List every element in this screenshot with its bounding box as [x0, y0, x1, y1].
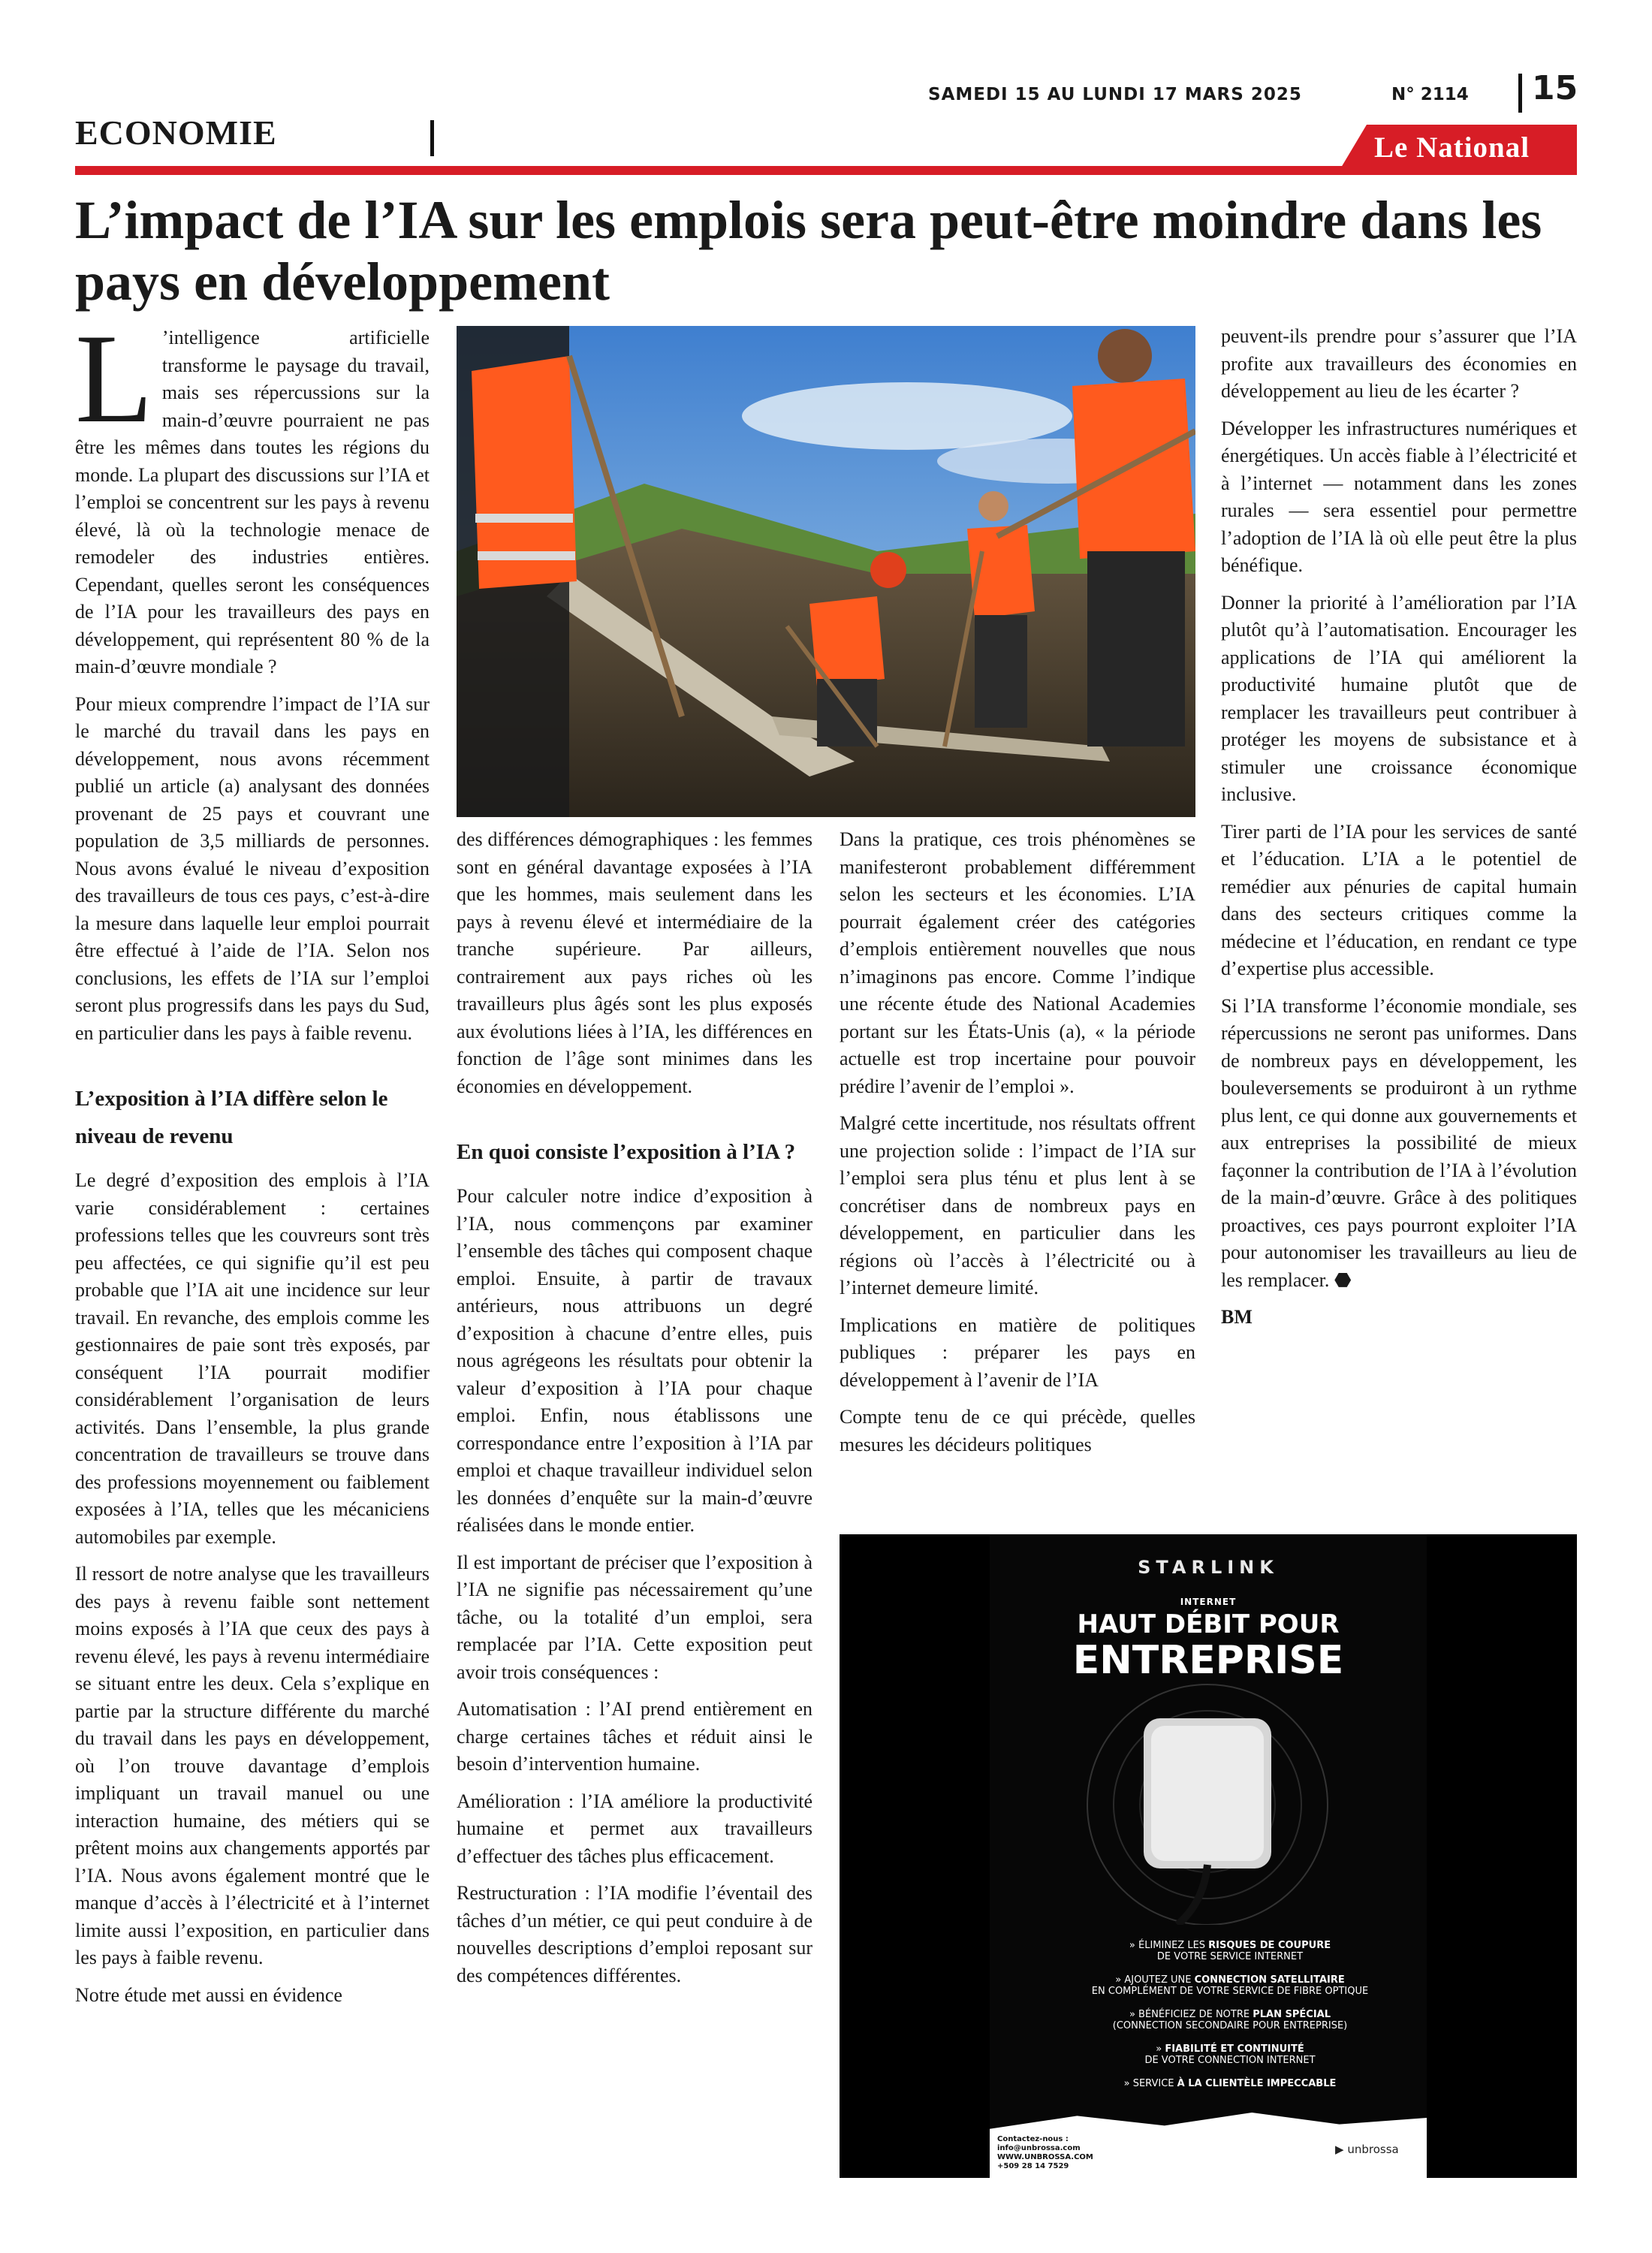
ad-phone: +509 28 14 7529: [997, 2162, 1069, 2170]
ad-email: info@unbrossa.com: [997, 2144, 1081, 2152]
satellite-dish-icon: [1057, 1677, 1358, 1925]
ad-headline-1: HAUT DÉBIT POUR: [1077, 1609, 1340, 1639]
starlink-advertisement[interactable]: [840, 1534, 1577, 2178]
section-title: ECONOMIE: [75, 113, 277, 152]
ad-kicker: INTERNET: [1180, 1597, 1237, 1607]
drop-cap: L: [75, 308, 153, 449]
article-paragraph: Amélioration : l’IA améliore la productivité humaine et permet aux travailleurs d’effectuer des tâches plus efficacement.: [457, 1790, 812, 1867]
ad-benefits-list: [1042, 1940, 1418, 2101]
article-paragraph: Restructuration : l’IA modifie l’éventail des tâches d’un métier, ce qui peut conduire à de nouvelles descriptions d’emploi reposant sur des compétences différentes.: [457, 1882, 812, 1986]
article-paragraph: Tirer parti de l’IA pour les services de santé et l’éducation. L’IA a le potentiel de remédier aux pénuries de capital humain dans des secteurs critiques comme la médecine et l’éducation, en rendant ce type d’expertise plus accessible.: [1221, 820, 1577, 979]
article-paragraph: Il est important de préciser que l’exposition à l’IA ne signifie pas nécessairement qu’une tâche, ou la totalité d’un emploi, sera remplacée par l’IA. Cette exposition peut avoir trois conséquences :: [457, 1551, 812, 1683]
article-paragraph: Automatisation : l’AI prend entièrement en charge certaines tâches et réduit ainsi le besoin d’intervention humaine.: [457, 1698, 812, 1775]
article-paragraph: Pour mieux comprendre l’impact de l’IA sur le marché du travail dans les pays en développement, nous avons récemment publié un article (a) analysant des données provenant de 25 pays et couvrant une population de 3,5 milliards de personnes. Nous avons évalué le niveau d’exposition des travailleurs de tous ces pays, c’est-à-dire la mesure dans laquelle leur emploi pourrait être effectué à l’aide de l’IA. Selon nos conclusions, les effets de l’IA sur l’emploi seront plus progressifs dans les pays du Sud, en particulier dans les pays à faible revenu.: [75, 692, 430, 1044]
article-photo: [457, 326, 1195, 817]
article-column-3: [840, 826, 1195, 1468]
play-icon: ▶: [1335, 2143, 1344, 2156]
issue-date: SAMEDI 15 AU LUNDI 17 MARS 2025: [928, 85, 1302, 104]
ad-benefit: » ÉLIMINEZ LES RISQUES DE COUPURE DE VOTRE SERVICE INTERNET: [1129, 1940, 1331, 1962]
header-divider: [1518, 74, 1522, 113]
subheading: L’exposition à l’IA diffère selon le niveau de revenu: [75, 1087, 388, 1148]
section-divider: [430, 120, 434, 156]
ad-benefit: » FIABILITÉ ET CONTINUITÉ DE VOTRE CONNECTION INTERNET: [1144, 2043, 1316, 2066]
brand-name: Le National: [1374, 131, 1530, 164]
ad-benefit: » SERVICE À LA CLIENTÈLE IMPECCABLE: [1123, 2078, 1337, 2089]
article-paragraph: L ’intelligence artificielle transforme le paysage du travail, mais ses répercussions sur la main-d’œuvre pourraient ne pas être les mêmes dans toutes les régions du monde. La plupart des discussions sur l’IA et l’emploi se concentrent sur les pays à revenu élevé, là où la technologie menace de remodeler des industries entières. Cependant, quelles seront les conséquences de l’IA pour les travailleurs des pays en développement, qui représentent 80 % de la main-d’œuvre mondiale ?: [75, 308, 430, 677]
article-paragraph: Donner la priorité à l’amélioration par l’IA plutôt qu’à l’automatisation. Encourager les applications de l’IA qui améliorent la productivité humaine plutôt que de remplacer les travailleurs peut contribuer à protéger les moyens de subsistance et à stimuler une croissance économique inclusive.: [1221, 591, 1577, 805]
article-paragraph: des différences démographiques : les femmes sont en général davantage exposées à l’IA que les hommes, mais seulement dans les pays à revenu élevé et intermédiaire de la tranche supérieure. Par ailleurs, contrairement aux pays riches où les travailleurs plus âgés sont les plus exposés aux évolutions liées à l’IA, les différences en fonction de l’âge sont minimes dans les économies en développement.: [457, 828, 812, 1097]
article-paragraph: Développer les infrastructures numériques et énergétiques. Un accès fiable à l’électricité et à l’internet — notamment dans les zones rurales — sera essentiel pour permettre l’adoption de l’IA là où elle peut être la plus bénéfique.: [1221, 417, 1577, 576]
end-mark-icon: ⬣: [1329, 1268, 1352, 1291]
ad-benefit: » BÉNÉFICIEZ DE NOTRE PLAN SPÉCIAL (CONNECTION SECONDAIRE POUR ENTREPRISE): [1112, 2009, 1348, 2031]
ad-benefit: » AJOUTEZ UNE CONNECTION SATELLITAIRE EN COMPLÉMENT DE VOTRE SERVICE DE FIBRE OPTIQUE: [1091, 1974, 1369, 1997]
article-paragraph: Si l’IA transforme l’économie mondiale, ses répercussions ne seront pas uniformes. Dans de nombreux pays en développement, les bouleversements se produiront à un rythme plus lent, ce qui donne aux gouvernements et aux entreprises la possibilité de mieux façonner la contribution de l’IA à l’évolution de la main-d’œuvre. Grâce à des politiques proactives, ces pays pourront exploiter l’IA pour autonomiser les travailleurs au lieu de les remplacer. ⬣: [1221, 994, 1577, 1291]
ad-contact[interactable]: Contactez-nous : info@unbrossa.com WWW.UNBROSSA.COM +509 28 14 7529: [997, 2135, 1093, 2170]
article-signature: BM: [1221, 1306, 1253, 1328]
article-paragraph: Le degré d’exposition des emplois à l’IA varie considérablement : certaines professions telles que les couvreurs sont très peu affectées, ce qui signifie qu’il est peu probable que l’IA ait une incidence sur leur travail. En revanche, des emplois comme les gestionnaires de paie sont très exposés, par conséquent l’IA pourrait modifier considérablement l’organisation de leurs activités. Dans l’ensemble, la plus grande concentration de travailleurs se trouve dans des professions moyennement ou faiblement exposées à l’IA, telles que les mécaniciens automobiles par exemple.: [75, 1169, 430, 1548]
article-paragraph: Pour calculer notre indice d’exposition à l’IA, nous commençons par examiner l’ensemble des tâches qui composent chaque emploi. Ensuite, à partir de travaux antérieurs, nous attribuons un degré d’exposition à chacune d’entre elles, puis nous agrégeons les résultats pour obtenir la valeur d’exposition à l’IA pour chaque emploi. Enfin, nous établissons une correspondance entre l’exposition à l’IA par emploi et chaque travailleur individuel selon les données d’enquête sur la main-d’œuvre réalisées dans le monde entier.: [457, 1185, 812, 1536]
article-paragraph: Implications en matière de politiques publiques : préparer les pays en développement à l’avenir de l’IA: [840, 1313, 1195, 1391]
workers-photo-illustration: [457, 326, 1195, 817]
ad-headline-2: ENTREPRISE: [1072, 1638, 1344, 1683]
ad-website: WWW.UNBROSSA.COM: [997, 2153, 1093, 2161]
subheading: En quoi consiste l’exposition à l’IA ?: [457, 1140, 796, 1164]
page-number: 15: [1532, 69, 1578, 107]
article-paragraph: peuvent-ils prendre pour s’assurer que l’IA profite aux travailleurs des économies en développement au lieu de les écarter ?: [1221, 325, 1577, 402]
article-column-2: [457, 826, 812, 1999]
article-paragraph: Il ressort de notre analyse que les travailleurs des pays à revenu faible sont nettement moins exposés à l’IA que ceux des pays à revenu élevé, les pays à revenu intermédiaire se situant entre les deux. Cela s’explique en partie par la structure différente du marché du travail dans les pays en développement, où l’on trouve davantage d’emplois impliquant un travail manuel ou une interaction humaine, des métiers qui se prêtent moins aux changements apportés par l’IA. Nous avons également montré que le manque d’accès à l’électricité et à l’internet limite aussi l’exposition, en particulier dans les pays à faible revenu.: [75, 1563, 430, 1968]
article-column-4: [1221, 323, 1577, 1341]
article-paragraph: Dans la pratique, ces trois phénomènes se manifesteront probablement différemment selon les secteurs et les économies. L’IA pourrait également créer des catégories d’emplois entièrement nouvelles que nous n’imaginons pas encore. Comme l’indique une récente étude des National Academies portant sur les États-Unis (a), « la période actuelle est trop incertaine pour pouvoir prédire l’avenir de l’emploi ».: [840, 828, 1195, 1097]
article-column-1: [75, 308, 430, 2019]
unbrossa-logo: ▶ unbrossa: [1335, 2143, 1399, 2156]
ad-brand: STARLINK: [1138, 1557, 1279, 1578]
article-paragraph: Notre étude met aussi en évidence: [75, 1983, 342, 2006]
article-paragraph: Compte tenu de ce qui précède, quelles mesures les décideurs politiques: [840, 1406, 1195, 1455]
issue-number: N° 2114: [1391, 85, 1469, 104]
article-headline: L’impact de l’IA sur les emplois sera peut-être moindre dans les pays en développement: [75, 190, 1542, 312]
article-paragraph: Malgré cette incertitude, nos résultats offrent une projection solide : l’impact de l’IA sur l’emploi sera plus ténu et plus lent à se concrétiser dans de nombreux pays en développement, en particulier dans les régions où l’accès à l’électricité ou à l’internet demeure limité.: [840, 1112, 1195, 1298]
